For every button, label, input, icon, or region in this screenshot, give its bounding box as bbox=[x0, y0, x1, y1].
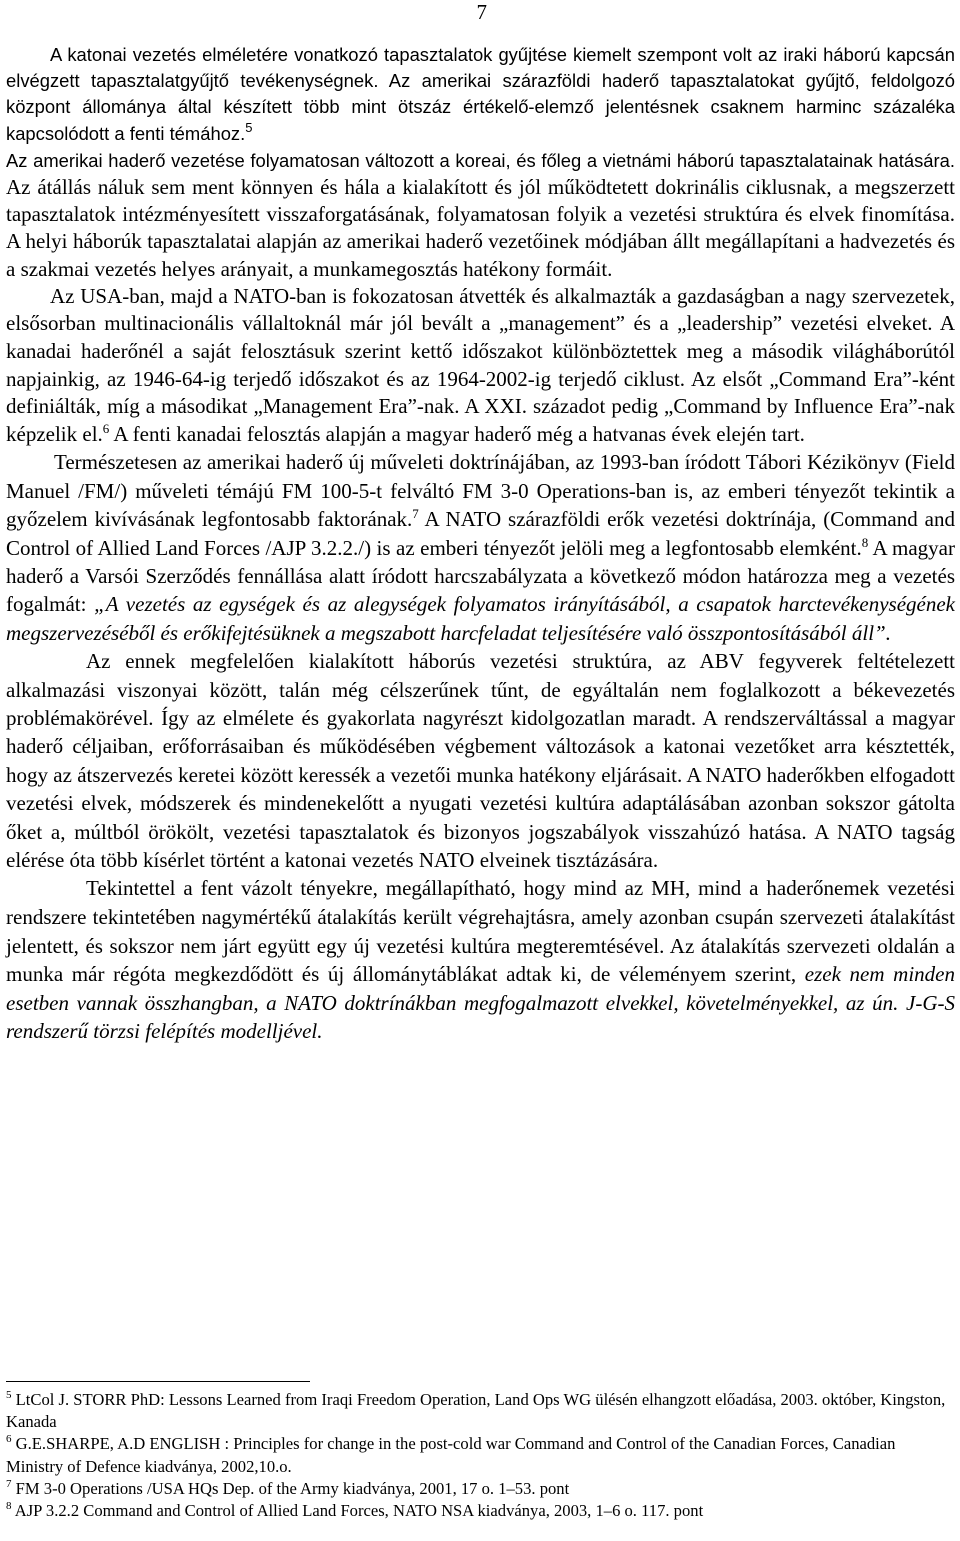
footnote-5 bbox=[6, 1389, 955, 1433]
footnote-ref-8: 8 bbox=[861, 534, 869, 550]
paragraph-1-sans-sentence: Az amerikai haderő vezetése folyamatosan változott a koreai, és főleg a vietnámi háború tapasztalatainak hatására. bbox=[6, 149, 955, 171]
paragraph-4 bbox=[6, 647, 955, 874]
page-number: 7 bbox=[476, 0, 487, 24]
paragraph-1-continuation bbox=[6, 147, 955, 283]
footnote-7 bbox=[6, 1478, 955, 1500]
paragraph-5-text: Tekintettel a fent vázolt tényekre, megállapítható, hogy mind az MH, mind a haderőnemek vezetési rendszere tekintetében nagymértékű átalakítás került végrehajtásra, amely azonban csupán szervezeti átalakítást jelentett, és sokszor nem járt együtt egy új vezetési kultúra megteremtésével. Az átalakítás szervezeti oldalán a munka már régóta megkezdődött és új állománytáblákat adtak ki, de véleményem szerint, bbox=[6, 876, 955, 987]
paragraph-1-serif-text: Az átállás náluk sem ment könnyen és hála a kialakított és jól működtetett dokrinális ciklusnak, a megszerzett tapasztalatok intézményesített visszaforgatásának, folyamatosan folyik a vezetési struktúra és elvek finomítása. A helyi háborúk tapasztalatai alapján az amerikai haderő vezetőinek módjában állt megállapítani a hadvezetés és a szakmai vezetés helyes arányait, a munkamegosztás hatékony formáit. bbox=[6, 175, 955, 281]
paragraph-5 bbox=[6, 874, 955, 1046]
paragraph-1-text: A katonai vezetés elméletére vonatkozó tapasztalatok gyűjtése kiemelt szempont volt az iraki háború kapcsán elvégzett tapasztalatgyűjtő tevékenységnek. Az amerikai szárazföldi haderő tapasztalatokat gyűjtő, feldolgozó központ állománya által készített több mint ötszáz értékelő-elemző jelentésnek csaknem harminc százaléka kapcsolódott a fenti témához. bbox=[6, 44, 955, 144]
paragraph-5-italic: ezek nem minden esetben vannak összhangban, a NATO doktrínákban megfogalmazott elvekkel, követelményekkel, az ún. J-G-S rendszerű törzsi felépítés modelljével. bbox=[6, 962, 955, 1044]
footnote-text: AJP 3.2.2 Command and Control of Allied Land Forces, NATO NSA kiadványa, 2003, 1–6 o. 117. pont bbox=[14, 1501, 704, 1521]
paragraph-3-quote: „A vezetés az egységek és az alegységek folyamatos irányításából, a csapatok harctevékenységének megszervezéséből és erőkifejtésüknek a megszabott harcfeladat teljesítésére való összpontosításából áll”. bbox=[6, 592, 955, 645]
paragraph-3-nato-text: A NATO szárazföldi erők vezetési doktrínája, (Command and Control of Allied Land Forces /AJP 3.2.2./) is az emberi tényezőt jelöli meg a legfontosabb elemként. bbox=[6, 507, 955, 560]
footnote-ref-5: 5 bbox=[245, 119, 253, 135]
footnote-8 bbox=[6, 1500, 955, 1522]
footnotes bbox=[6, 1389, 955, 1522]
paragraph-2-text: Az USA-ban, majd a NATO-ban is fokozatosan átvették és alkalmazták a gazdaságban a nagy szervezetek, elsősorban multinacionális vállaltoknál már jól bevált a „management” és a „leadership” vezetési elveket. A kanadai haderőnél a saját felosztásuk szerint kettő időszakot különböztettek meg a második világháborútól napjainkig, az 1946-64-ig terjedő időszakot és az 1964-2002-ig terjedő ciklust. Az elsőt „Command Era”-ként definiálták, míg a másodikat „Management Era”-nak. A XXI. századot pedig „Command by Influence Era”-nak képzelik el. bbox=[6, 283, 955, 446]
body-text bbox=[6, 42, 955, 1046]
paragraph-3-warsaw-text: A magyar haderő a Varsói Szerződés fennállása alatt íródott harcszabályzata a következő módon határozza meg a vezetés fogalmát: bbox=[6, 535, 955, 617]
footnote-6 bbox=[6, 1433, 955, 1477]
footnote-text: G.E.SHARPE, A.D ENGLISH : Principles for change in the post-cold war Command and Control of the Canadian Forces, Canadian Ministry of Defence kiadványa, 2002,10.o. bbox=[6, 1434, 896, 1476]
paragraph-3 bbox=[6, 448, 955, 647]
footnote-number: 7 bbox=[6, 1477, 12, 1490]
paragraph-2-tail: A fenti kanadai felosztás alapján a magyar haderő még a hatvanas évek elején tart. bbox=[109, 421, 805, 446]
footnote-number: 6 bbox=[6, 1433, 12, 1446]
footnote-ref-7: 7 bbox=[412, 506, 419, 522]
footnote-divider bbox=[6, 1381, 310, 1382]
paragraph-2 bbox=[6, 283, 955, 449]
footnote-number: 5 bbox=[6, 1389, 12, 1401]
footnote-text: FM 3-0 Operations /USA HQs Dep. of the Army kiadványa, 2001, 17 o. 1–53. pont bbox=[15, 1478, 570, 1498]
paragraph-4-text: Az ennek megfelelően kialakított háborús vezetési struktúra, az ABV fegyverek feltételezett alkalmazási viszonyai között, talán még célszerűnek tűnt, de egyáltalán nem foglalkozott a békevezetés problémakörével. Így az elmélete és gyakorlata nagyrészt kidolgozatlan maradt. A rendszerváltással a magyar haderő céljaiban, erőforrásaiban és működésében végbement változások a katonai vezetőket arra késztették, hogy az átszervezés keretei között keressék a vezetői munka hatékony eljárásait. A NATO haderőkben elfogadott vezetési elvek, módszerek és mindenekelőtt a nyugati vezetési kultúra adaptálásában azonban sokszor gátolta őket a, múltból örökölt, vezetési tapasztalatok és bizonyos jogszabályok visszahúzó hatása. A NATO tagság elérése óta több kísérlet történt a katonai vezetés NATO elveinek tisztázására. bbox=[6, 649, 955, 873]
paragraph-3-text: Természetesen az amerikai haderő új műveleti doktrínájában, az 1993-ban íródott Tábori Kézikönyv (Field Manuel /FM/) műveleti témájú FM 100-5-t felváltó FM 3-0 Operations-ban is, az emberi tényezőt tekintik a győzelem kivívásának legfontosabb faktorának. bbox=[6, 450, 955, 532]
paragraph-1 bbox=[6, 42, 955, 283]
footnote-text: LtCol J. STORR PhD: Lessons Learned from Iraqi Freedom Operation, Land Ops WG ülésén elhangzott előadása, 2003. október, Kingston, Kanada bbox=[6, 1390, 946, 1432]
footnote-number: 8 bbox=[6, 1500, 12, 1513]
footnote-ref-6: 6 bbox=[102, 420, 110, 436]
